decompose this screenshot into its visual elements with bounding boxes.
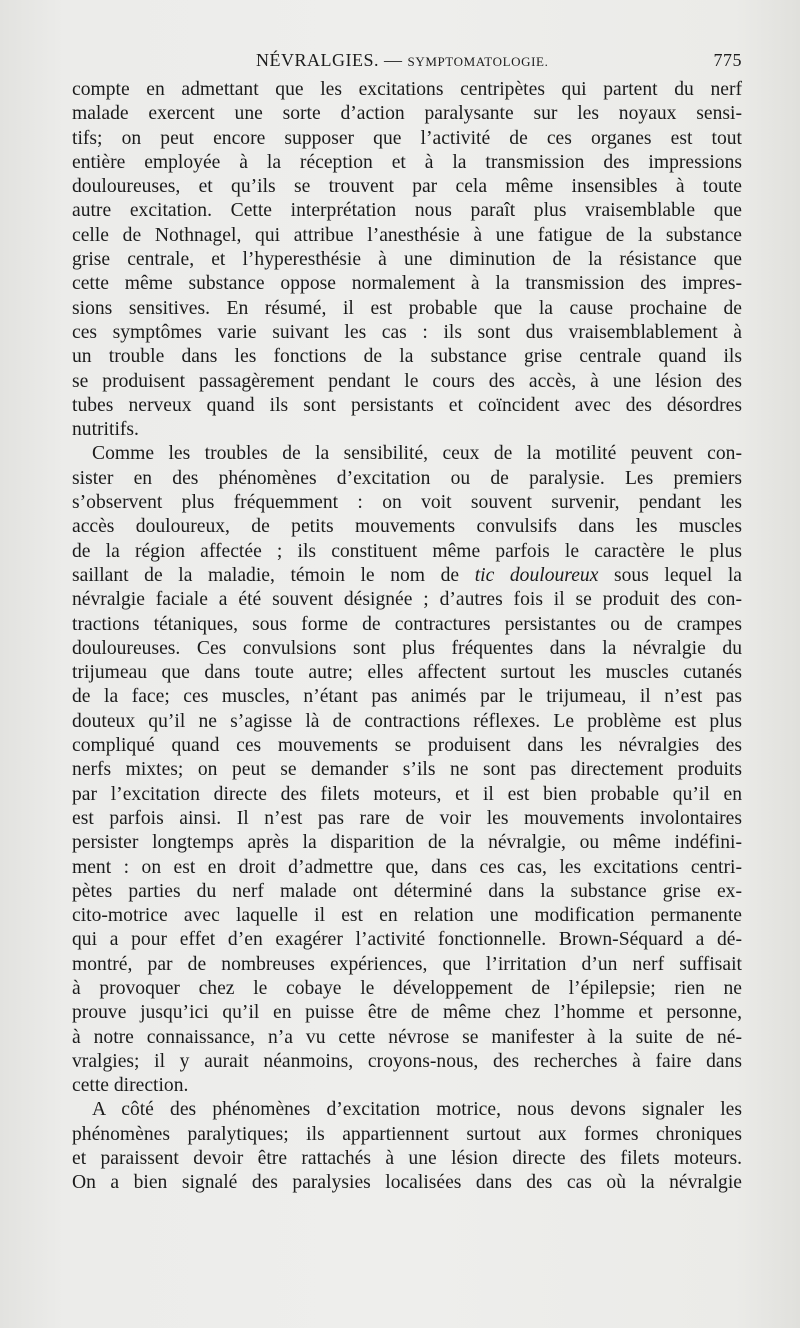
text-line: un trouble dans les fonctions de la substance grise centrale quand ils [72,346,742,368]
text-line: ces symptômes varie suivant les cas : ils sont dus vraisemblablement à [72,321,742,343]
text-line: malade exercent une sorte d’action paralysante sur les noyaux sensi- [72,103,742,125]
text-segment: saillant de la maladie, témoin le nom de [72,564,460,586]
chapter-title: NÉVRALGIES. [256,50,379,70]
text-line: sions sensitives. En résumé, il est probable que la cause prochaine de [72,297,742,319]
text-line: cette même substance oppose normalement à la transmission des impres- [72,273,742,295]
text-line: s’observent plus fréquemment : on voit souvent survenir, pendant les [72,492,742,514]
text-line: est parfois ainsi. Il n’est pas rare de voir les mouvements involontaires [72,807,742,829]
text-line: entière employée à la réception et à la transmission des impressions [72,151,742,173]
text-line: Comme les troubles de la sensibilité, ceux de la motilité peuvent con- [92,443,742,465]
text-line: autre excitation. Cette interprétation nous paraît plus vraisemblable que [72,200,742,222]
section-title: SYMPTOMATOLOGIE. [407,54,549,69]
text-segment: sous lequel la [613,564,743,586]
text-line: qui a pour effet d’en exagérer l’activité fonctionnelle. Brown-Séquard a dé- [72,929,742,951]
text-line: névralgie faciale a été souvent désignée ; d’autres fois il se produit des con- [72,589,742,611]
text-line-with-italic [72,564,742,588]
text-line: On a bien signalé des paralysies localisées dans des cas où la névralgie [72,1172,742,1194]
text-line: compliqué quand ces mouvements se produisent dans les névralgies des [72,735,742,757]
paragraph-2 [72,442,742,1098]
header-separator: — [384,50,403,70]
text-line: pètes parties du nerf malade ont déterminé dans la substance grise ex- [72,880,742,902]
text-line: de la face; ces muscles, n’étant pas animés par le trijumeau, il n’est pas [72,686,742,708]
text-line: A côté des phénomènes d’excitation motrice, nous devons signaler les [92,1099,742,1121]
text-line: par l’excitation directe des filets moteurs, et il est bien probable qu’il en [72,783,742,805]
paragraph-3 [72,1098,742,1195]
page-number: 775 [713,50,742,70]
text-line: prouve jusqu’ici qu’il en puisse être de même chez l’homme et personne, [72,1002,742,1024]
text-line: tifs; on peut encore supposer que l’activité de ces organes est tout [72,127,742,149]
text-line: grise centrale, et l’hyperesthésie à une diminution de la résistance que [72,249,742,271]
text-line: de la région affectée ; ils constituent même parfois le caractère le plus [72,540,742,562]
text-line: ment : on est en droit d’admettre que, dans ces cas, les excitations centri- [72,856,742,878]
text-line: compte en admettant que les excitations centripètes qui partent du nerf [72,79,742,100]
text-line: et paraissent devoir être rattachés à une lésion directe des filets moteurs. [72,1148,742,1170]
text-line: à provoquer chez le cobaye le développement de l’épilepsie; rien ne [72,977,742,999]
text-line: trijumeau que dans toute autre; elles affectent surtout les muscles cutanés [72,662,742,684]
running-title [256,50,548,71]
text-line: phénomènes paralytiques; ils appartiennent surtout aux formes chroniques [72,1123,742,1145]
text-line: tractions tétaniques, sous forme de contractures persistantes ou de crampes [72,613,742,635]
running-header [72,50,742,72]
text-line: nerfs mixtes; on peut se demander s’ils ne sont pas directement produits [72,759,742,781]
text-line: accès douloureux, de petits mouvements convulsifs dans les muscles [72,516,742,538]
text-line: vralgies; il y aurait néanmoins, croyons-nous, des recherches à faire dans [72,1050,742,1072]
italic-term: tic douloureux [474,564,599,586]
text-line: nutritifs. [72,419,139,441]
text-line: tubes nerveux quand ils sont persistants et coïncident avec des désordres [72,394,742,416]
text-line: montré, par de nombreuses expériences, que l’irritation d’un nerf suffisait [72,953,742,975]
text-line: cito-motrice avec laquelle il est en relation une modification permanente [72,905,742,927]
text-line: douteux qu’il ne s’agisse là de contractions réflexes. Le problème est plus [72,710,742,732]
text-line: sister en des phénomènes d’excitation ou de paralysie. Les premiers [72,467,742,489]
text-line: à notre connaissance, n’a vu cette névrose se manifester à la suite de né- [72,1026,742,1048]
text-line: cette direction. [72,1075,189,1097]
text-line: douloureuses. Ces convulsions sont plus fréquentes dans la névralgie du [72,637,742,659]
text-line: se produisent passagèrement pendant le cours des accès, à une lésion des [72,370,742,392]
text-line: douloureuses, et qu’ils se trouvent par cela même insensibles à toute [72,176,742,198]
paragraph-1 [72,78,742,442]
body-text [72,78,742,1196]
text-line: persister longtemps après la disparition de la névralgie, ou même indéfini- [72,832,742,854]
text-line: celle de Nothnagel, qui attribue l’anesthésie à une fatigue de la substance [72,224,742,246]
